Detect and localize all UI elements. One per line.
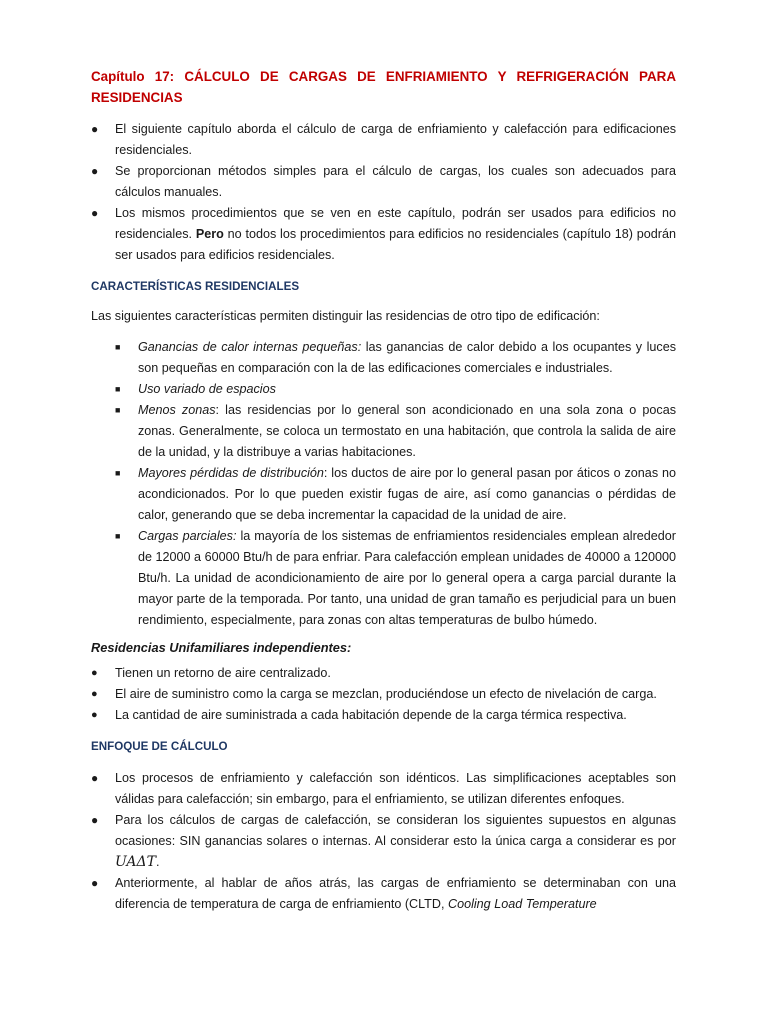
list-item: ■ Mayores pérdidas de distribución: los ductos de aire por lo general pasan por áticos o zonas no acondicionados. Por lo que pueden existir fugas de aire, así como ganancias o pérdidas de calor, generando que se deba incrementar la capacidad de la unidad de aire. — [115, 463, 676, 526]
chapter-title — [91, 66, 676, 108]
list-item: ● Anteriormente, al hablar de años atrás, las cargas de enfriamiento se determinaban con una diferencia de temperatura de carga de enfriamiento (CLTD, Cooling Load Temperature — [91, 873, 676, 915]
section-paragraph: Las siguientes características permiten distinguir las residencias de otro tipo de edificación: — [91, 309, 600, 323]
list-item: ■ Menos zonas: las residencias por lo general son acondicionado en una sola zona o pocas zonas. Generalmente, se coloca un termostato en una habitación, que controla la salida de aire de la unidad, y la distribuye a varias habitaciones. — [115, 400, 676, 463]
document-content — [91, 66, 676, 915]
section-heading: CARACTERÍSTICAS RESIDENCIALES — [91, 280, 300, 293]
emphasis-text: Pero — [195, 227, 224, 241]
section-heading: ENFOQUE DE CÁLCULO — [91, 740, 228, 753]
list-item: ■ Uso variado de espacios — [115, 379, 676, 400]
bullet-icon: ● — [91, 206, 99, 220]
intro-bullet-list — [91, 119, 676, 266]
bullet-icon: ● — [91, 876, 99, 890]
square-bullet-icon: ■ — [115, 531, 121, 541]
bullet-icon: ● — [91, 771, 99, 785]
list-item: ● Los mismos procedimientos que se ven en este capítulo, podrán ser usados para edificios no residenciales. Pero no todos los procedimientos para edificios no residenciales (capítulo 18) podrán ser usados para edificios residenciales. — [91, 203, 676, 266]
list-item: ■ Cargas parciales: la mayoría de los sistemas de enfriamientos residenciales emplean alrededor de 12000 a 60000 Btu/h de para enfriar. Para calefacción emplean unidades de 40000 a 120000 Btu/h. La unidad de acondicionamiento de aire por lo general opera a carga parcial durante la mayor parte de la temporada. Por tanto, una unidad de gran tamaño es perjudicial para un buen rendimiento, especialmente, para zonas con altas temperaturas de bulbo húmedo. — [115, 526, 676, 631]
bullet-icon: ● — [91, 667, 98, 679]
square-bullet-icon: ■ — [115, 384, 121, 394]
bullet-icon: ● — [91, 122, 99, 136]
list-item: ■ Ganancias de calor internas pequeñas: las ganancias de calor debido a los ocupantes y luces son pequeñas en comparación con la de las edificaciones comerciales e industriales. — [115, 337, 676, 379]
bullet-icon: ● — [91, 709, 98, 721]
characteristics-list — [91, 337, 676, 631]
list-item: ● La cantidad de aire suministrada a cada habitación depende de la carga térmica respectiva. — [91, 705, 676, 726]
list-item: ● El aire de suministro como la carga se mezclan, produciéndose un efecto de nivelación de carga. — [91, 684, 676, 705]
list-item: ● Se proporcionan métodos simples para el cálculo de cargas, los cuales son adecuados para cálculos manuales. — [91, 161, 676, 203]
square-bullet-icon: ■ — [115, 468, 121, 478]
unifamiliares-list — [91, 663, 676, 726]
list-item: ● Los procesos de enfriamiento y calefacción son idénticos. Las simplificaciones aceptables son válidas para calefacción; sin embargo, para el enfriamiento, se utilizan diferentes enfoques. — [91, 768, 676, 810]
square-bullet-icon: ■ — [115, 342, 121, 352]
bullet-icon: ● — [91, 813, 99, 827]
chapter-title-line1: Capítulo 17: CÁLCULO DE CARGAS DE ENFRIAMIENTO Y REFRIGERACIÓN PARA — [91, 69, 676, 84]
chapter-title-line2: RESIDENCIAS — [91, 90, 183, 105]
bullet-icon: ● — [91, 164, 99, 178]
bullet-icon: ● — [91, 688, 98, 700]
square-bullet-icon: ■ — [115, 405, 121, 415]
list-item: ● Para los cálculos de cargas de calefacción, se consideran los siguientes supuestos en algunas ocasiones: SIN ganancias solares o internas. Al considerar esto la única carga a considerar es por UAΔT. — [91, 810, 676, 873]
list-item: ● El siguiente capítulo aborda el cálculo de carga de enfriamiento y calefacción para edificaciones residenciales. — [91, 119, 676, 161]
formula: UAΔT — [115, 854, 156, 870]
subsection-heading: Residencias Unifamiliares independientes: — [91, 640, 352, 655]
list-item: ● Tienen un retorno de aire centralizado. — [91, 663, 676, 684]
calculation-approach-list — [91, 768, 676, 915]
